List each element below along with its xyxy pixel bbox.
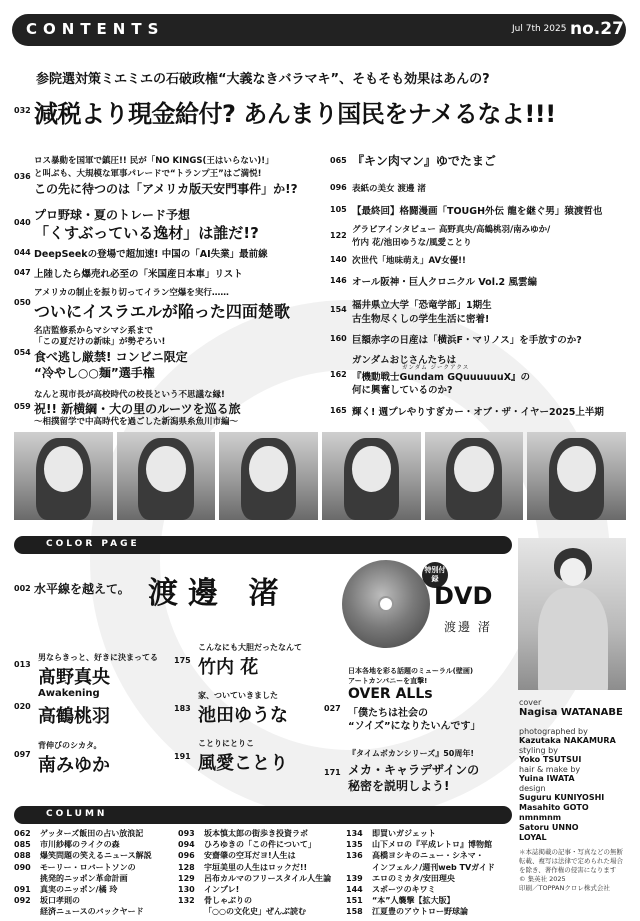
gravure-photo[interactable] <box>425 432 524 520</box>
column-item[interactable] <box>178 884 348 895</box>
column-list-1 <box>14 828 184 918</box>
credit-name: Nagisa WATANABE <box>519 707 623 718</box>
photo-strip <box>14 432 626 520</box>
column-page-number: 139 <box>346 873 363 883</box>
column-title: 山下メロの『平成レトロ』博物館 <box>372 840 492 850</box>
entry-name: 風愛ことり <box>198 753 288 774</box>
column-title: ゲッターズ飯田の占い放浪記 <box>40 829 144 838</box>
column-page-number: 092 <box>14 896 31 906</box>
toc-page-number: 050 <box>14 298 31 307</box>
credit-label: styling by <box>519 746 558 755</box>
entry-subtitle: 背伸びのシカタ。 <box>38 741 102 750</box>
gravure-photo[interactable] <box>527 432 626 520</box>
column-item[interactable] <box>14 895 184 906</box>
toc-item[interactable] <box>330 404 630 418</box>
column-item[interactable] <box>14 884 184 895</box>
column-title: ひろゆきの「この件について」 <box>204 840 316 850</box>
entry-subtitle: こんなにも大胆だったなんて <box>198 643 302 652</box>
column-page-number: 132 <box>178 896 195 906</box>
toc-title: 『キン肉マン』ゆでたまご <box>352 154 496 168</box>
column-list-3 <box>346 828 516 918</box>
column-title: 安齋肇の空耳だヨ!人生は <box>204 851 296 861</box>
color-entry[interactable] <box>14 740 184 776</box>
column-page-number: 096 <box>178 851 195 861</box>
legal-notes <box>519 848 633 893</box>
toc-page-number: 191 <box>174 752 191 761</box>
credit-name: nmnmnm <box>519 813 562 822</box>
toc-page-number: 097 <box>14 750 31 759</box>
issue-number: no.27 <box>570 19 624 39</box>
column-title: 坂口孝則の <box>40 896 80 906</box>
color-entry[interactable] <box>174 642 334 678</box>
toc-line: 古生物尽くしの学生生活に密着! <box>352 314 490 325</box>
column-title: 「○○の文化史」ぜんぶ読む <box>204 907 306 917</box>
column-page-number: 134 <box>346 829 363 838</box>
column-title: 坂本慎太郎の街歩き投資ラボ <box>204 829 308 838</box>
column-list-2 <box>178 828 348 918</box>
column-item[interactable] <box>14 850 184 861</box>
column-title: 市川紗椰のライクの森 <box>40 840 120 850</box>
credit-name: LOYAL <box>519 833 547 842</box>
toc-page-number: 065 <box>330 156 347 165</box>
entry-line: 日本各地を彩る話題のミューラル(壁画) <box>348 667 474 675</box>
entry-title: 秘密を説明しよう! <box>348 779 450 793</box>
toc-page-number: 027 <box>324 704 341 713</box>
column-page-number: 151 <box>346 896 363 906</box>
credit-label: photographed by <box>519 727 588 736</box>
toc-page-number: 154 <box>330 305 347 314</box>
toc-page-number: 059 <box>14 402 31 411</box>
toc-item[interactable] <box>14 388 334 428</box>
entry-title: OVER ALLs <box>348 686 433 702</box>
toc-page-number: 002 <box>14 584 31 593</box>
toc-item[interactable] <box>14 286 334 322</box>
column-item[interactable] <box>346 906 516 917</box>
toc-page-number: 044 <box>14 248 31 257</box>
toc-title: “冷やし○○麺”選手権 <box>34 366 155 380</box>
toc-line: ロス暴動を国軍で鎮圧!! 民が「NO KINGS(王はいらない)!」 <box>34 156 274 166</box>
column-item[interactable] <box>346 850 516 861</box>
toc-title: この先に待つのは「アメリカ版天安門事件」か!? <box>34 182 298 196</box>
column-page-number: 130 <box>178 885 195 895</box>
entry-line: 『タイムボカンシリーズ』50周年! <box>348 749 475 758</box>
toc-page-number: 175 <box>174 656 191 665</box>
toc-title: 祝!! 新横綱・大の里のルーツを巡る旅 <box>34 402 241 416</box>
column-page-number: 090 <box>14 862 31 872</box>
toc-line: グラビアインタビュー 高野真央/高鶴桃羽/南みゆか/ <box>352 225 551 235</box>
column-title: エロのミカタ/安田理央 <box>372 873 455 883</box>
issue-date: Jul 7th 2025 <box>512 24 567 34</box>
note-line: 印刷／TOPPANクロレ株式会社 <box>519 884 610 892</box>
column-page-number <box>178 906 204 917</box>
credit-label: design <box>519 784 546 793</box>
toc-page-number: 054 <box>14 348 31 357</box>
toc-title: 食べ逃し厳禁! コンビニ限定 <box>34 350 188 364</box>
toc-title: ついにイスラエルが陥った四面楚歌 <box>34 302 290 321</box>
column-item[interactable] <box>346 884 516 895</box>
toc-line: 名店監修系からマシマシ系まで <box>34 326 154 336</box>
column-page-number: 158 <box>346 907 363 917</box>
credit-name: Satoru UNNO <box>519 823 579 832</box>
column-item[interactable] <box>178 862 348 873</box>
entry-subtitle: 男ならきっと、好きに決まってる <box>38 653 158 662</box>
column-title: 爆笑問題の笑えるニュース解説 <box>40 851 152 861</box>
header-bar <box>0 14 640 48</box>
dvd-name: 渡邊 渚 <box>444 620 492 634</box>
column-title: 即買いガジェット <box>372 829 436 838</box>
toc-page-number: 165 <box>330 406 347 415</box>
credit-label: hair & make by <box>519 765 581 774</box>
toc-title: オール阪神・巨人クロニクル Vol.2 風雲編 <box>352 277 537 288</box>
entry-name: 竹内 花 <box>198 657 259 678</box>
toc-title: 次世代「地味萌え」AV女優!! <box>352 256 466 266</box>
toc-item[interactable] <box>330 152 630 168</box>
entry-subtitle: 家、ついていきました <box>198 691 278 700</box>
column-page-number: 144 <box>346 885 363 895</box>
toc-item[interactable] <box>14 206 334 242</box>
column-page-number: 136 <box>346 851 363 861</box>
column-item[interactable] <box>178 850 348 861</box>
column-item[interactable] <box>346 862 516 873</box>
toc-item[interactable] <box>330 352 630 396</box>
toc-line: 〜相撲留学で中高時代を過ごした新潟県糸魚川市編〜 <box>34 417 239 427</box>
column-title: 宇垣美里の人生はロックだ!! <box>204 862 308 872</box>
toc-page-number: 105 <box>330 205 347 214</box>
toc-title: 上陸したら爆売れ必至の「米国産日本車」リスト <box>34 269 243 280</box>
column-title: 高橋ヨシキのニュー・シネマ・ <box>372 851 484 861</box>
entry-subtitle: Awakening <box>38 688 100 699</box>
column-title: 骨しゃぶりの <box>204 896 252 906</box>
entry-title: メカ・キャラデザインの <box>348 763 480 777</box>
toc-item[interactable] <box>14 154 334 198</box>
gravure-photo[interactable] <box>219 432 318 520</box>
toc-ruby: ガンダム ジークアクス <box>402 365 470 371</box>
toc-item[interactable] <box>330 182 630 196</box>
column-page-number: 094 <box>178 840 195 850</box>
column-item[interactable] <box>14 873 184 884</box>
column-item[interactable] <box>14 828 184 839</box>
credit-name: Yuina IWATA <box>519 774 575 783</box>
page-title: CONTENTS <box>26 20 165 38</box>
toc-page-number: 140 <box>330 255 347 264</box>
color-lead-subtitle[interactable]: 水平線を越えて。 <box>34 582 130 596</box>
credits <box>519 698 629 843</box>
toc-line: アメリカの制止を振り切ってイラン空爆を実行…… <box>34 288 229 298</box>
entry-name: 髙野真央 <box>38 667 110 688</box>
column-page-number: 085 <box>14 840 31 850</box>
toc-line: 『機動戦士Gundam GQuuuuuuX』の <box>352 372 531 383</box>
entry-line: アートカンパニーを直撃! <box>348 677 428 685</box>
entry-subtitle: ことりにとりこ <box>198 739 254 748</box>
credit-label: cover <box>519 698 542 707</box>
column-item[interactable] <box>346 839 516 850</box>
gravure-photo[interactable] <box>322 432 421 520</box>
toc-item[interactable] <box>330 332 630 346</box>
toc-line: 福井県立大学「恐竜学部」1期生 <box>352 300 492 311</box>
column-page-number <box>14 873 40 884</box>
toc-page-number: 040 <box>14 218 31 227</box>
gravure-photo[interactable] <box>14 432 113 520</box>
column-title: 経済ニュースのバックヤード <box>40 907 144 917</box>
toc-page-number: 036 <box>14 172 31 181</box>
note-line: ＊本誌掲載の記事・写真などの無断 <box>519 848 623 856</box>
toc-line: 「この夏だけの新味」が勢ぞろい! <box>34 337 166 347</box>
column-item[interactable] <box>14 906 184 917</box>
column-item[interactable] <box>178 828 348 839</box>
note-line: を除き、著作権の侵害になります <box>519 866 617 874</box>
toc-page-number: 171 <box>324 768 341 777</box>
lead-subtitle[interactable]: 参院選対策ミエミエの石破政権“大義なきバラマキ”、そもそも効果はあんの? <box>36 72 490 87</box>
toc-line: 竹内 花/池田ゆうな/風愛ことり <box>352 238 472 248</box>
column-page-number: 062 <box>14 829 31 838</box>
column-title: インプレ! <box>204 885 240 895</box>
column-item[interactable] <box>346 828 516 839</box>
column-title: 江夏豊のアウトロー野球論 <box>372 907 468 917</box>
entry-name: 高鶴桃羽 <box>38 706 110 727</box>
credit-name: Kazutaka NAKAMURA <box>519 736 616 745</box>
toc-title: 輝く! 週プレやりすぎカー・オブ・ザ・イヤー2025上半期 <box>352 407 604 418</box>
dvd-label[interactable]: DVD <box>434 582 493 610</box>
column-item[interactable] <box>178 906 348 917</box>
toc-page-number: 183 <box>174 704 191 713</box>
column-page-number <box>346 862 372 873</box>
section-header-column <box>14 806 512 824</box>
special-gift-badge: 特別付録 <box>422 562 448 588</box>
color-entry[interactable] <box>174 690 334 726</box>
toc-line: なんと現市長が高校時代の校長という不思議な縁! <box>34 390 225 400</box>
toc-line: 何に興奮しているのか? <box>352 385 453 396</box>
toc-title: 表紙の美女 渡邊 渚 <box>352 184 426 194</box>
toc-line: ガンダムおじさんたちは <box>352 355 457 366</box>
toc-title: プロ野球・夏のトレード予想 <box>34 208 191 222</box>
toc-page-number: 160 <box>330 334 347 343</box>
column-item[interactable] <box>14 839 184 850</box>
toc-item[interactable] <box>14 324 334 386</box>
toc-title: 【最終回】格闘漫画「TOUGH外伝 龍を継ぐ男」猿渡哲也 <box>352 206 603 217</box>
credit-name: Suguru KUNIYOSHI <box>519 793 605 802</box>
section-header-color-page <box>14 536 512 554</box>
column-title: 真実のニッポン/橘 玲 <box>40 885 118 895</box>
entry-name: 池田ゆうな <box>198 705 288 726</box>
entry-line: 「僕たちは社会の <box>348 708 428 719</box>
column-page-number: 129 <box>178 873 195 883</box>
column-item[interactable] <box>14 862 184 873</box>
column-page-number: 088 <box>14 851 31 861</box>
credit-name: Yoko TSUTSUI <box>519 755 582 764</box>
gravure-photo[interactable] <box>117 432 216 520</box>
column-title: 呂布カルマのフリースタイル人生論 <box>204 873 332 883</box>
toc-page-number: 162 <box>330 370 347 379</box>
column-title: スポーツのキワミ <box>372 885 436 895</box>
color-entry[interactable] <box>14 652 184 688</box>
toc-page-number: 096 <box>330 183 347 192</box>
toc-line: と叫ぶも、大規模な軍事パレードで“トランプ王”はご満悦! <box>34 169 262 179</box>
column-page-number: 091 <box>14 885 31 895</box>
column-page-number: 093 <box>178 829 195 838</box>
color-entry[interactable] <box>14 688 184 727</box>
column-title: インフェルノ/週刊web TVガイド <box>372 862 495 872</box>
dvd-disc-icon <box>342 560 430 648</box>
toc-title: 巨額赤字の日産は「横浜F・マリノス」を手放すのか? <box>352 335 582 346</box>
column-page-number: 135 <box>346 840 363 850</box>
column-item[interactable] <box>346 895 516 906</box>
toc-page-number: 013 <box>14 660 31 669</box>
color-entry[interactable] <box>324 748 514 792</box>
toc-item[interactable] <box>330 223 630 249</box>
toc-title: DeepSeekの登場で超加速! 中国の「AI失業」最前線 <box>34 249 268 260</box>
toc-item[interactable] <box>330 203 630 217</box>
cover-photo[interactable] <box>518 538 626 690</box>
column-title: モーリー・ロバートソンの <box>40 862 136 872</box>
color-entry[interactable] <box>324 666 514 732</box>
toc-page-number: 146 <box>330 276 347 285</box>
color-entry[interactable] <box>174 738 334 774</box>
entry-name: 南みゆか <box>38 755 110 776</box>
toc-page-number: 047 <box>14 268 31 277</box>
toc-item[interactable] <box>330 297 630 325</box>
toc-item[interactable] <box>330 274 630 288</box>
column-page-number <box>14 906 40 917</box>
lead-page-number: 032 <box>14 106 31 115</box>
column-item[interactable] <box>178 839 348 850</box>
credit-name: Masahito GOTO <box>519 803 589 812</box>
toc-page-number: 020 <box>14 702 31 711</box>
entry-line: “ソイズ”になりたいんです」 <box>348 721 481 732</box>
toc-item[interactable] <box>330 254 630 268</box>
note-line: 転載、複写は法律で定められた場合 <box>519 857 623 865</box>
toc-item[interactable] <box>14 246 334 262</box>
color-lead-name[interactable]: 渡邊 渚 <box>148 576 289 611</box>
column-page-number: 128 <box>178 862 195 872</box>
note-line: © 集英社 2025 <box>519 875 566 883</box>
toc-title: 「くすぶっている逸材」は誰だ!? <box>34 224 259 242</box>
toc-item[interactable] <box>14 266 334 282</box>
section-label: COLOR PAGE <box>46 539 140 549</box>
section-label: COLUMN <box>46 809 108 819</box>
column-item[interactable] <box>178 895 348 906</box>
column-item[interactable] <box>346 873 516 884</box>
lead-title[interactable]: 減税より現金給付? あんまり国民をナメるなよ!!! <box>34 100 556 128</box>
toc-page-number: 122 <box>330 231 347 240</box>
column-item[interactable] <box>178 873 348 884</box>
column-title: “本”人襲撃【拡大版】 <box>372 896 455 906</box>
column-title: 挑発的ニッポン革命計画 <box>40 873 128 883</box>
